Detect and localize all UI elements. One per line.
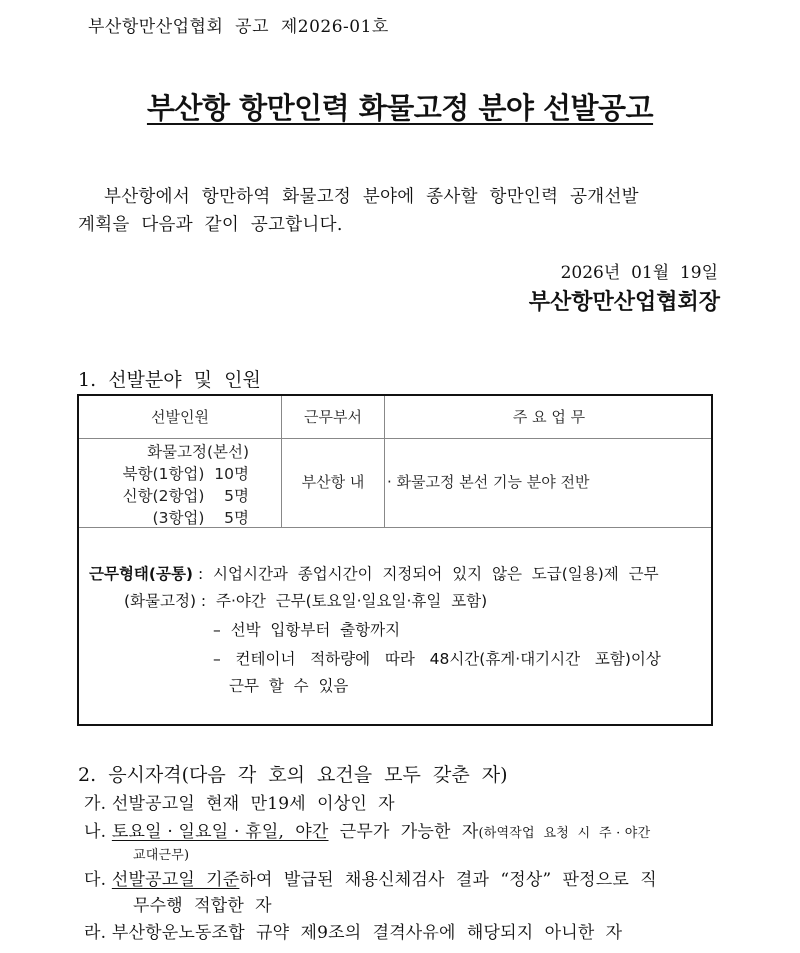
position-line: (3항업) 5명 [152,509,249,527]
qualification-item [84,789,395,814]
work-type-common-label: 근무형태(공통) [89,565,194,583]
section-1-heading: 1. 선발분야 및 인원 [78,369,261,391]
header-positions: 선발인원 [151,408,209,426]
selection-table [77,394,713,726]
item-note: (하역작업 요청 시 주 · 야간 [478,826,651,841]
qualification-item [84,918,622,943]
item-marker: 다. [84,870,107,890]
item-text: 부산항운노동조합 규약 제9조의 결격사유에 해당되지 아니한 자 [111,923,623,943]
item-underlined-text: 토요일 · 일요일 · 휴일, 야간 [111,822,329,842]
position-line: 화물고정(본선) [147,443,249,461]
qualification-item [84,865,657,890]
positions-cell [79,438,281,527]
item-text: 선발공고일 현재 만19세 이상인 자 [111,794,395,814]
qualification-item [84,817,650,842]
signer: 부산항만산업협회장 [528,289,720,315]
duty-cell: · 화물고정 본선 기능 분야 전반 [387,473,590,491]
item-text: 하여 발급된 채용신체검사 결과 “정상” 판정으로 직 [239,870,657,890]
position-line: 신항(2항업) 5명 [122,487,249,505]
work-type-cargo-text: : 주·야간 근무(토요일·일요일·휴일 포함) [196,592,488,610]
page-title [0,86,800,127]
intro-line-1: 부산항에서 항만하역 화물고정 분야에 종사할 항만인력 공개선발 [104,187,639,207]
header-department: 근무부서 [304,408,362,426]
header-duties: 주 요 업 무 [512,408,586,426]
item-marker: 라. [84,923,107,943]
work-type-bullet: – 컨테이너 적하량에 따라 48시간(휴게·대기시간 포함)이상 [213,650,661,668]
notice-number: 부산항만산업협회 공고 제2026-01호 [88,17,389,37]
item-continuation: 교대근무) [133,848,190,863]
work-type-cargo [124,589,487,611]
department-cell: 부산항 내 [301,473,365,491]
intro-line-2: 계획을 다음과 같이 공고합니다. [78,215,343,235]
work-type-cargo-label: (화물고정) [124,592,196,610]
work-type-common [89,562,659,584]
work-type-bullet: 근무 할 수 있음 [229,677,349,695]
position-line: 북항(1항업) 10명 [122,465,249,483]
item-marker: 나. [84,822,107,842]
page-title-text: 부산항 항만인력 화물고정 분야 선발공고 [146,91,654,125]
item-marker: 가. [84,794,107,814]
item-continuation: 무수행 적합한 자 [133,896,272,916]
announcement-date: 2026년 01월 19일 [560,263,718,283]
work-type-common-text: : 시업시간과 종업시간이 지정되어 있지 않은 도급(일용)제 근무 [193,565,659,583]
item-underlined-text: 선발공고일 기준 [111,870,240,890]
item-text: 근무가 가능한 자 [328,822,479,842]
section-2-heading: 2. 응시자격(다음 각 호의 요건을 모두 갖춘 자) [78,764,508,786]
work-type-bullet: – 선박 입항부터 출항까지 [213,621,401,639]
